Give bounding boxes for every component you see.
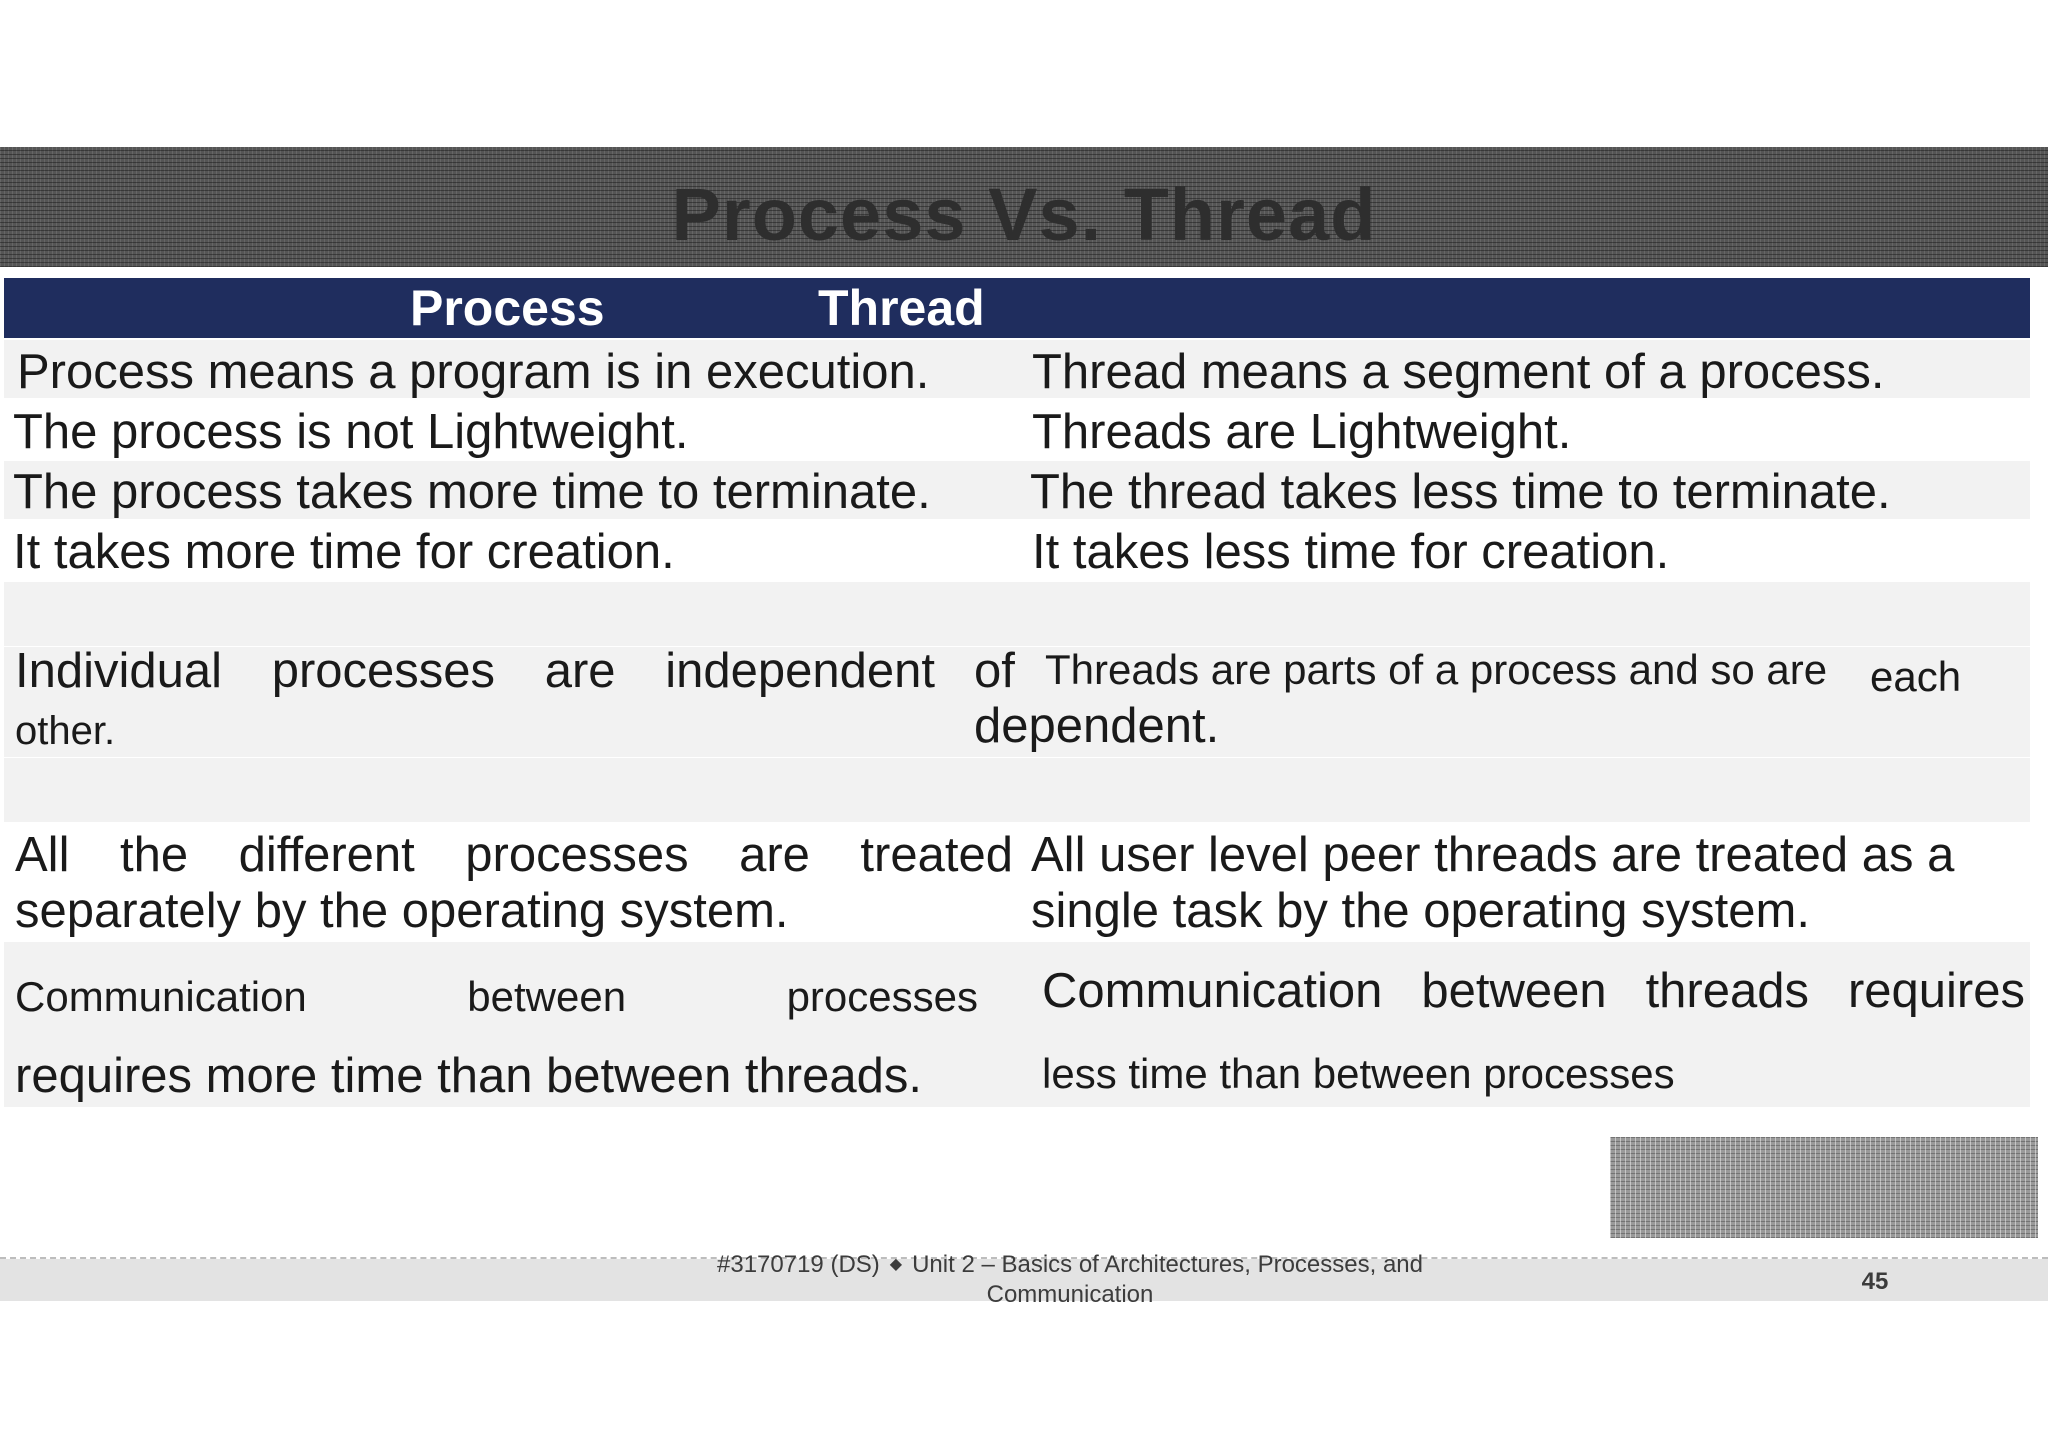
slide-title: Process Vs. Thread bbox=[671, 173, 1377, 256]
word: between bbox=[467, 973, 627, 1020]
process-cell-6-line1 bbox=[15, 827, 1013, 883]
word: treated bbox=[860, 828, 1013, 882]
process-cell-5-line1 bbox=[15, 643, 935, 699]
process-cell-7-line1 bbox=[15, 972, 978, 1022]
footer-line-1 bbox=[660, 1250, 1480, 1280]
word: processes bbox=[786, 973, 978, 1020]
word: independent bbox=[665, 644, 935, 698]
word: processes bbox=[465, 828, 689, 882]
footer-line-2: Communication bbox=[986, 1281, 1154, 1308]
word: Individual bbox=[15, 644, 223, 698]
thread-cell-3: The thread takes less time to terminate. bbox=[1030, 465, 1891, 519]
process-cell-2: The process is not Lightweight. bbox=[13, 405, 689, 459]
word: processes bbox=[271, 644, 496, 698]
footer-unit-title: Unit 2 – Basics of Architectures, Processes, and bbox=[912, 1251, 1423, 1278]
institute-logo bbox=[1610, 1137, 2038, 1238]
process-cell-7-line2: requires more time than between threads. bbox=[15, 1049, 922, 1103]
process-cell-1: Process means a program is in execution. bbox=[17, 345, 930, 399]
word: between bbox=[1421, 964, 1607, 1018]
word: different bbox=[238, 828, 415, 882]
word: Communication bbox=[1042, 964, 1383, 1018]
header-thread: Thread bbox=[818, 280, 985, 336]
diamond-icon: ◆ bbox=[889, 1256, 903, 1273]
word: are bbox=[739, 828, 810, 882]
thread-cell-1: Thread means a segment of a process. bbox=[1032, 345, 1885, 399]
word: requires bbox=[1847, 964, 2025, 1018]
process-cell-3: The process takes more time to terminate. bbox=[13, 465, 931, 519]
thread-cell-7-line1 bbox=[1042, 963, 2025, 1019]
thread-cell-4: It takes less time for creation. bbox=[1032, 525, 1670, 579]
footer-course-code: #3170719 (DS) bbox=[717, 1251, 880, 1278]
word: Communication bbox=[15, 973, 307, 1020]
word: the bbox=[119, 828, 189, 882]
process-cell-6-line2: separately by the operating system. bbox=[15, 884, 789, 938]
table-header bbox=[4, 278, 2030, 338]
page-number: 45 bbox=[1861, 1268, 1889, 1295]
footer-text bbox=[660, 1250, 1480, 1310]
word: threads bbox=[1645, 964, 1809, 1018]
thread-cell-7-line2: less time than between processes bbox=[1042, 1050, 1675, 1097]
process-cell-4: It takes more time for creation. bbox=[13, 525, 675, 579]
row-bg-spacer-2 bbox=[4, 758, 2030, 822]
thread-cell-2: Threads are Lightweight. bbox=[1032, 405, 1572, 459]
row-bg-spacer-1 bbox=[4, 582, 2030, 646]
thread-cell-6-line2: single task by the operating system. bbox=[1031, 884, 1810, 938]
thread-cell-5-line1-end: each bbox=[1870, 653, 1962, 700]
bridge-word-of: of bbox=[974, 644, 1015, 698]
thread-cell-6-line1: All user level peer threads are treated as a bbox=[1031, 828, 1955, 882]
process-cell-5-line2: other. bbox=[15, 709, 116, 753]
word: All bbox=[15, 828, 70, 882]
thread-cell-5-line2: dependent. bbox=[974, 699, 1220, 753]
word: are bbox=[544, 644, 616, 698]
thread-cell-5-line1: Threads are parts of a process and so are bbox=[1045, 646, 1828, 693]
header-process: Process bbox=[410, 280, 605, 336]
